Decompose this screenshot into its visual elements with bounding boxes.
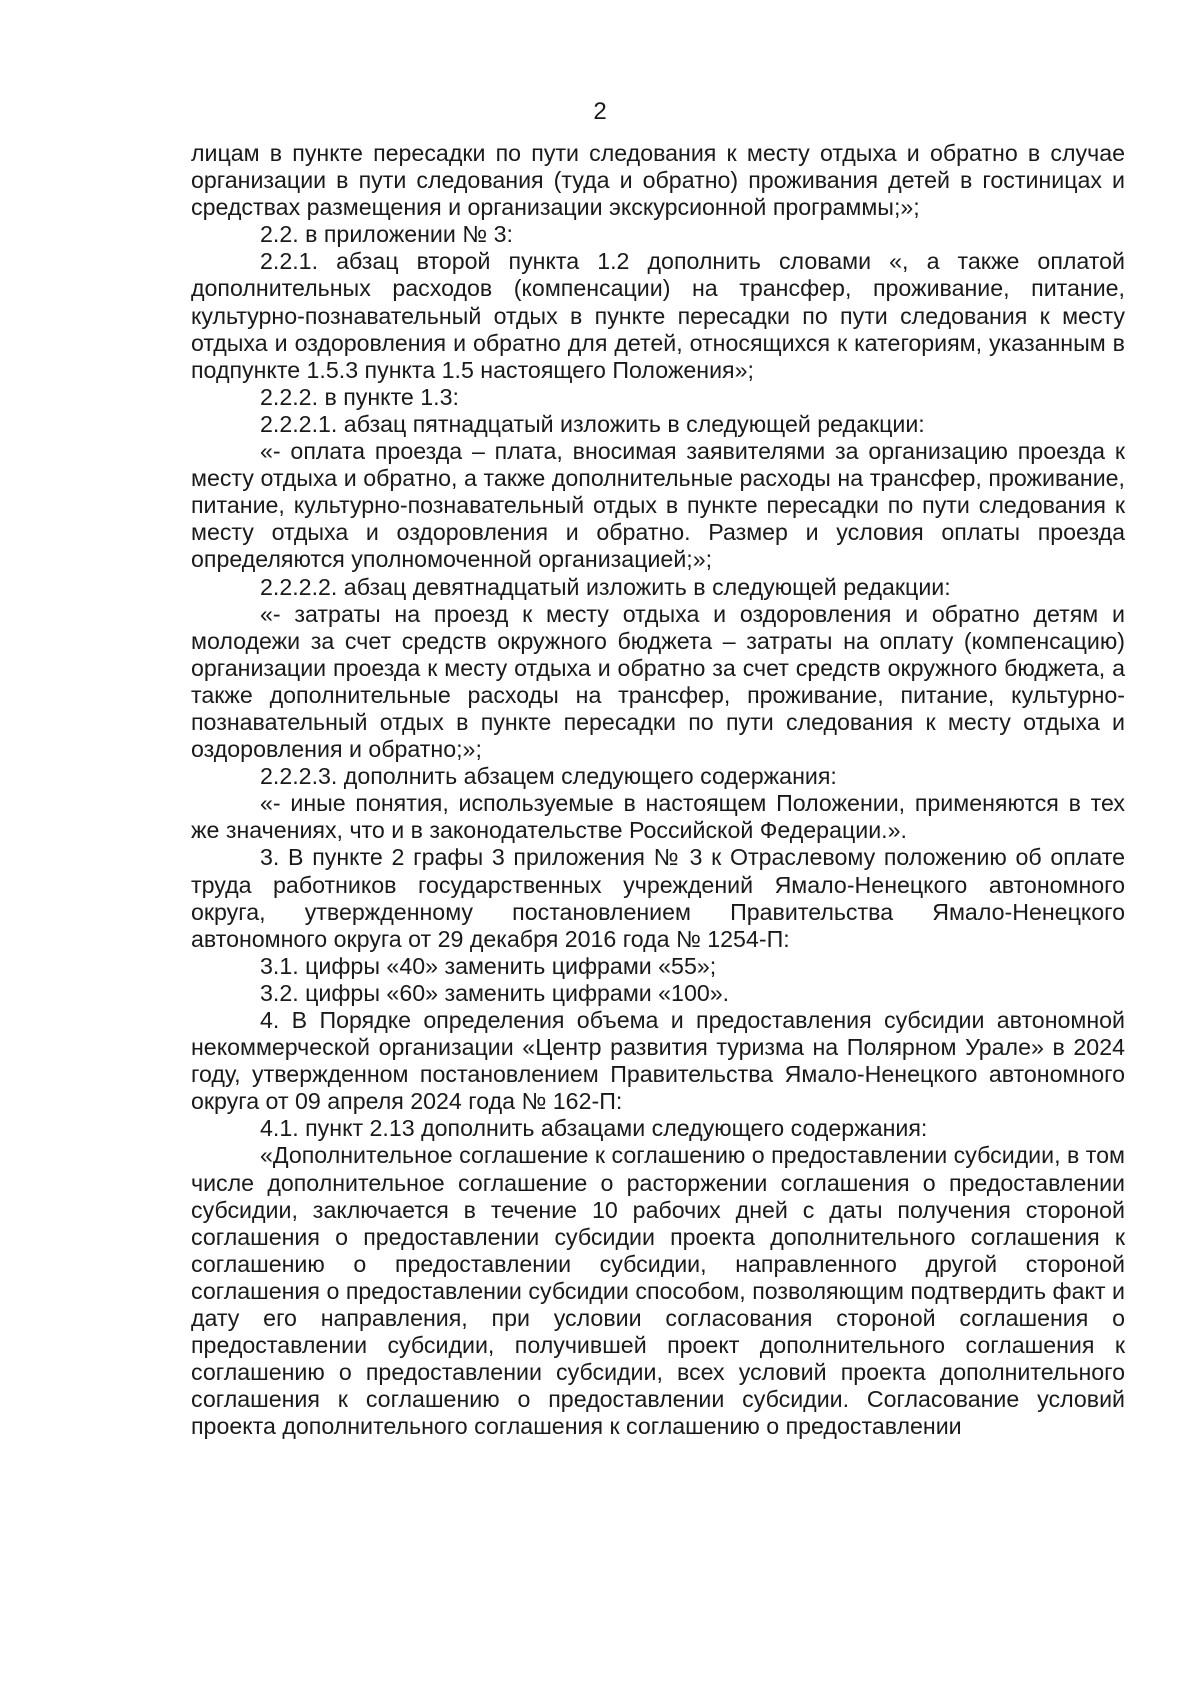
paragraph: 2.2.2.2. абзац девятнадцатый изложить в следующей редакции: [260, 573, 951, 600]
paragraph: 4. В Порядке определения объема и предоставления субсидии автономной некоммерческой организации «Центр развития туризма на Полярном Урале» в 2024 году, утвержденном постановлением Правительства Ямало-Ненецкого автономного округа от 09 апреля 2024 года № 162-П: [191, 1007, 1125, 1115]
document-body [191, 140, 1125, 1441]
paragraph: 2.2.2.1. абзац пятнадцатый изложить в следующей редакции: [260, 410, 925, 437]
page-number: 2 [593, 98, 607, 125]
paragraph: 3. В пункте 2 графы 3 приложения № 3 к Отраслевому положению об оплате труда работников государственных учреждений Ямало-Ненецкого автономного округа, утвержденному постановлением Правительства Ямало-Ненецкого автономного округа от 29 декабря 2016 года № 1254-П: [191, 844, 1125, 952]
paragraph: «- затраты на проезд к месту отдыха и оздоровления и обратно детям и молодежи за счет средств окружного бюджета – затраты на оплату (компенсацию) организации проезда к месту отдыха и обратно за счет средств окружного бюджета, а также дополнительные расходы на трансфер, проживание, питание, культурно-познавательный отдых в пункте пересадки по пути следования к месту отдыха и оздоровления и обратно;»; [191, 600, 1125, 763]
paragraph: лицам в пункте пересадки по пути следования к месту отдыха и обратно в случае организации в пути следования (туда и обратно) проживания детей в гостиницах и средствах размещения и организации экскурсионной программы;»; [191, 140, 1125, 221]
paragraph: 2.2.2. в пункте 1.3: [260, 383, 459, 410]
paragraph: «- оплата проезда – плата, вносимая заявителями за организацию проезда к месту отдыха и обратно, а также дополнительные расходы на трансфер, проживание, питание, культурно-познавательный отдых в пункте пересадки по пути следования к месту отдыха и оздоровления и обратно. Размер и условия оплаты проезда определяются уполномоченной организацией;»; [191, 438, 1125, 573]
paragraph: «Дополнительное соглашение к соглашению о предоставлении субсидии, в том числе дополнительное соглашение о расторжении соглашения о предоставлении субсидии, заключается в течение 10 рабочих дней с даты получения стороной соглашения о предоставлении субсидии проекта дополнительного соглашения к соглашению о предоставлении субсидии, направленного другой стороной соглашения о предоставлении субсидии способом, позволяющим подтвердить факт и дату его направления, при условии согласования стороной соглашения о предоставлении субсидии, получившей проект дополнительного соглашения к соглашению о предоставлении субсидии, всех условий проекта дополнительного соглашения к соглашению о предоставлении субсидии. Согласование условий проекта дополнительного соглашения к соглашению о предоставлении [191, 1142, 1125, 1440]
paragraph: 3.2. цифры «60» заменить цифрами «100». [260, 979, 730, 1006]
paragraph: 3.1. цифры «40» заменить цифрами «55»; [260, 952, 717, 979]
paragraph: 2.2.1. абзац второй пункта 1.2 дополнить словами «, а также оплатой дополнительных расходов (компенсации) на трансфер, проживание, питание, культурно-познавательный отдых в пункте пересадки по пути следования к месту отдыха и оздоровления и обратно для детей, относящихся к категориям, указанным в подпункте 1.5.3 пункта 1.5 настоящего Положения»; [191, 248, 1125, 383]
paragraph: 2.2. в приложении № 3: [260, 221, 513, 248]
paragraph: 4.1. пункт 2.13 дополнить абзацами следующего содержания: [260, 1115, 928, 1142]
paragraph: «- иные понятия, используемые в настоящем Положении, применяются в тех же значениях, что и в законодательстве Российской Федерации.». [191, 790, 1125, 844]
paragraph: 2.2.2.3. дополнить абзацем следующего содержания: [260, 763, 837, 790]
